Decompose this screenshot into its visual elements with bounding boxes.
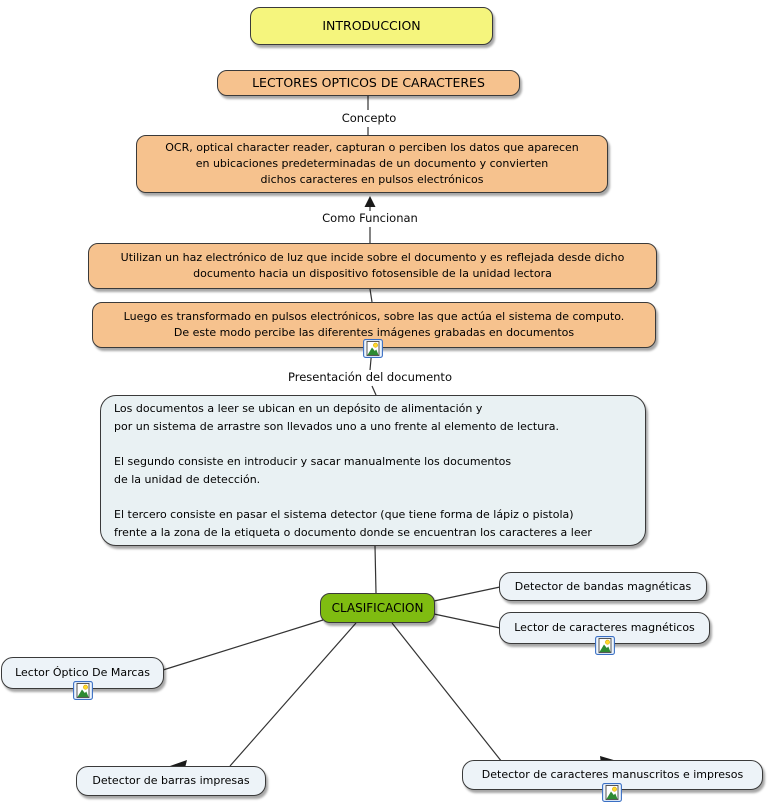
node-text-line: documento hacia un dispositivo fotosensible de la unidad lectora [193, 267, 552, 280]
connector-line [372, 386, 376, 395]
connector-line [375, 546, 376, 593]
node-lectores-opticos[interactable] [217, 70, 520, 96]
arrowhead-up [365, 196, 376, 207]
node-text-line: Los documentos a leer se ubican en un depósito de alimentación y [114, 401, 483, 415]
node-text-line: OCR, optical character reader, capturan o perciben los datos que aparecen [165, 141, 579, 154]
node-text-line: De este modo percibe las diferentes imágenes grabadas en documentos [173, 326, 575, 339]
link-label-como-funcionan[interactable]: Como Funcionan [318, 211, 422, 226]
connector-line [230, 623, 356, 766]
node-ocr-definicion[interactable] [136, 135, 608, 193]
node-text-line: Luego es transformado en pulsos electrónicos, sobre las que actúa el sistema de computo. [123, 310, 625, 323]
node-label: Detector de caracteres manuscritos e impresos [481, 768, 744, 781]
node-detector-barras-impresas[interactable] [76, 766, 266, 796]
node-presentacion-detalle[interactable] [100, 395, 646, 546]
node-text-line: El segundo consiste en introducir y sacar manualmente los documentos [114, 454, 512, 468]
node-detector-bandas-magneticas[interactable] [499, 572, 707, 601]
paragraph [114, 453, 511, 489]
picture-resource-icon[interactable] [595, 636, 615, 655]
node-label: INTRODUCCION [322, 18, 421, 33]
node-label: CLASIFICACION [331, 601, 424, 615]
connector-line [370, 289, 372, 302]
connector-line [163, 620, 323, 670]
node-label: LECTORES OPTICOS DE CARACTERES [252, 75, 485, 90]
node-text-line: por un sistema de arrastre son llevados uno a uno frente al elemento de lectura. [114, 419, 559, 433]
node-label: Lector Óptico De Marcas [15, 666, 150, 679]
node-text-line: de la unidad de detección. [114, 472, 261, 486]
node-clasificacion[interactable] [320, 593, 435, 623]
connector-line [434, 614, 500, 628]
node-text-line: frente a la zona de la etiqueta o documento donde se encuentran los caracteres a leer [114, 525, 592, 539]
link-label-presentacion[interactable]: Presentación del documento [280, 370, 460, 385]
connector-line [392, 623, 502, 762]
link-label-concepto[interactable]: Concepto [341, 111, 397, 125]
node-text-line: en ubicaciones predeterminadas de un documento y convierten [195, 157, 549, 170]
node-text-line: dichos caracteres en pulsos electrónicos [260, 173, 484, 186]
node-label: Detector de barras impresas [92, 774, 250, 787]
paragraph [114, 400, 559, 436]
picture-resource-icon[interactable] [73, 681, 93, 700]
connector-line [434, 587, 500, 601]
node-label: Lector de caracteres magnéticos [514, 621, 695, 634]
node-text-line: Utilizan un haz electrónico de luz que incide sobre el documento y es reflejada desde dicho [120, 251, 625, 264]
node-text-line: El tercero consiste en pasar el sistema detector (que tiene forma de lápiz o pistola) [114, 507, 574, 521]
picture-resource-icon[interactable] [602, 783, 622, 802]
picture-resource-icon[interactable] [363, 339, 383, 358]
paragraph [114, 506, 592, 542]
node-haz-electronico[interactable] [88, 243, 657, 289]
node-introduccion[interactable] [250, 7, 493, 45]
node-label: Detector de bandas magnéticas [514, 579, 692, 593]
